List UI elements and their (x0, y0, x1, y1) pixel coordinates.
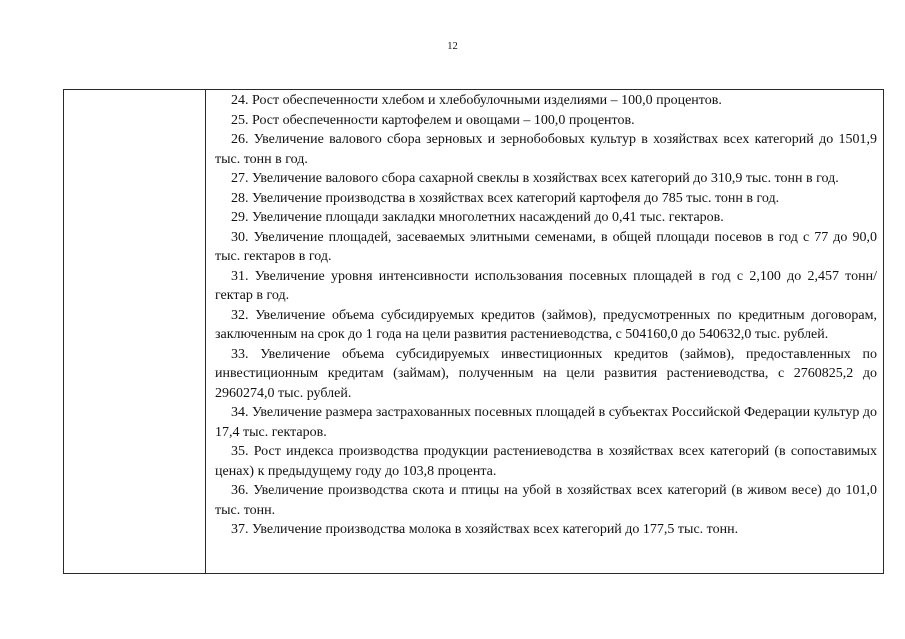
indicators-table (63, 89, 884, 574)
table-left-column (64, 90, 206, 573)
page-number: 12 (447, 41, 458, 52)
list-item-37: 37. Увеличение производства молока в хозяйствах всех категорий до 177,5 тыс. тонн. (231, 522, 739, 537)
table-right-column (206, 90, 883, 573)
list-item-36: 36. Увеличение производства скота и птицы на убой в хозяйствах всех категорий (в живом весе) до 101,0 тыс. тонн. (215, 483, 877, 518)
list-item-29: 29. Увеличение площади закладки многолетних насаждений до 0,41 тыс. гектаров. (231, 210, 724, 225)
list-item-32: 32. Увеличение объема субсидируемых кредитов (займов), предусмотренных по кредитным договорам, заключенным на срок до 1 года на цели развития растениеводства, с 504160,0 до 540632,0 тыс. рублей. (215, 307, 877, 342)
list-item-28: 28. Увеличение производства в хозяйствах всех категорий картофеля до 785 тыс. тонн в год. (231, 190, 780, 206)
list-item-30: 30. Увеличение площадей, засеваемых элитными семенами, в общей площади посевов в год с 77 до 90,0 тыс. гектаров в год. (215, 229, 877, 264)
list-item-26: 26. Увеличение валового сбора зерновых и зернобобовых культур в хозяйствах всех категорий до 1501,9 тыс. тонн в год. (215, 132, 877, 167)
list-item-31: 31. Увеличение уровня интенсивности использования посевных площадей в год с 2,100 до 2,457 тонн/гектар в год. (215, 268, 877, 303)
list-item-25: 25. Рост обеспеченности картофелем и овощами – 100,0 процентов. (231, 112, 635, 128)
list-item-34: 34. Увеличение размера застрахованных посевных площадей в субъектах Российской Федерации культур до 17,4 тыс. гектаров. (215, 405, 877, 440)
list-item-33: 33. Увеличение объема субсидируемых инвестиционных кредитов (займов), предоставленных по инвестиционным кредитам (займам), полученным на цели развития растениеводства, с 2760825,2 до 2960274,0 тыс. рублей. (215, 346, 877, 401)
list-item-24: 24. Рост обеспеченности хлебом и хлебобулочными изделиями – 100,0 процентов. (231, 93, 722, 108)
list-item-27: 27. Увеличение валового сбора сахарной свеклы в хозяйствах всех категорий до 310,9 тыс. тонн в год. (231, 171, 839, 186)
list-item-35: 35. Рост индекса производства продукции растениеводства в хозяйствах всех категорий (в сопоставимых ценах) к предыдущему году до 103,8 процента. (215, 444, 877, 479)
